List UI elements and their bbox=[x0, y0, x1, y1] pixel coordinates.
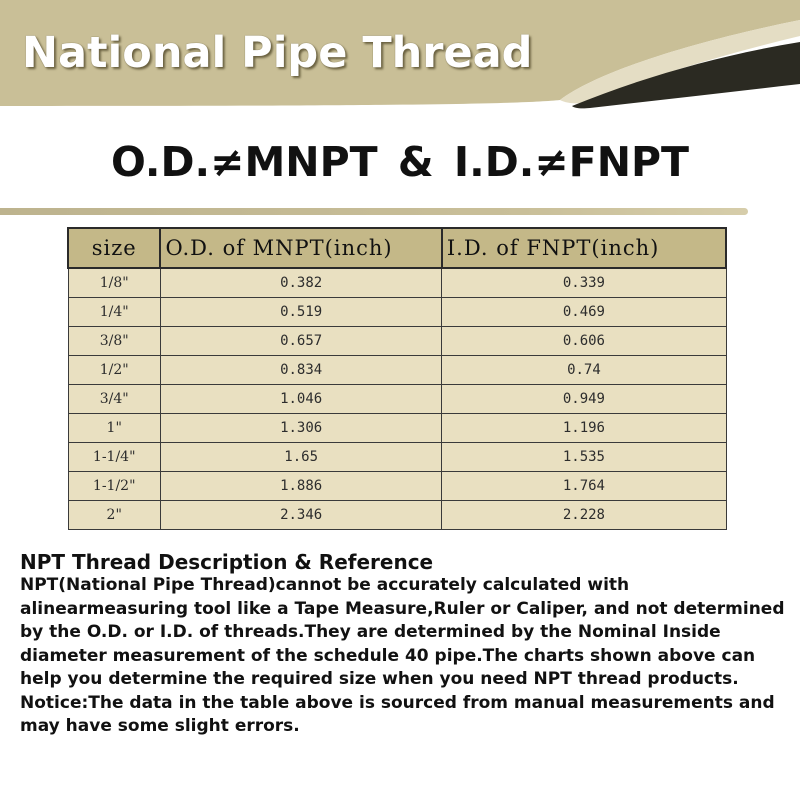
description-body: NPT(National Pipe Thread)cannot be accurately calculated with alinearmeasuring tool like a Tape Measure,Ruler or Caliper, and not determined by the O.D. or I.D. of threads.They are determined by the Nominal Inside diameter measurement of the schedule 40 pipe.The charts shown above can help you determine the required size when you need NPT thread products. bbox=[20, 575, 785, 689]
cell-od: 0.834 bbox=[160, 356, 441, 385]
npt-size-table-container bbox=[67, 227, 727, 530]
table-row bbox=[68, 356, 726, 385]
cell-id: 1.196 bbox=[442, 414, 726, 443]
cell-id: 0.74 bbox=[442, 356, 726, 385]
table-row bbox=[68, 298, 726, 327]
cell-od: 1.65 bbox=[160, 443, 441, 472]
table-row bbox=[68, 414, 726, 443]
cell-od: 0.519 bbox=[160, 298, 441, 327]
cell-id: 1.535 bbox=[442, 443, 726, 472]
cell-size: 1-1/2" bbox=[68, 472, 160, 501]
page-title: National Pipe Thread bbox=[22, 28, 533, 78]
cell-size: 3/4" bbox=[68, 385, 160, 414]
divider-bar bbox=[0, 208, 748, 215]
cell-id: 0.469 bbox=[442, 298, 726, 327]
column-header-od-mnpt: O.D. of MNPT(inch) bbox=[160, 228, 441, 268]
cell-id: 0.339 bbox=[442, 268, 726, 298]
cell-size: 1-1/4" bbox=[68, 443, 160, 472]
subtitle-od-id-note: O.D.≠MNPT & I.D.≠FNPT bbox=[110, 138, 690, 186]
cell-size: 1" bbox=[68, 414, 160, 443]
table-row bbox=[68, 327, 726, 356]
cell-od: 2.346 bbox=[160, 501, 441, 530]
notice-text: Notice:The data in the table above is sourced from manual measurements and may have some slight errors. bbox=[20, 692, 775, 736]
description-section bbox=[20, 550, 790, 739]
cell-size: 3/8" bbox=[68, 327, 160, 356]
description-heading: NPT Thread Description & Reference bbox=[20, 550, 434, 574]
cell-od: 1.886 bbox=[160, 472, 441, 501]
table-row bbox=[68, 443, 726, 472]
table-row bbox=[68, 472, 726, 501]
cell-od: 0.382 bbox=[160, 268, 441, 298]
cell-size: 1/8" bbox=[68, 268, 160, 298]
cell-id: 0.606 bbox=[442, 327, 726, 356]
cell-size: 2" bbox=[68, 501, 160, 530]
npt-size-table bbox=[67, 227, 727, 530]
column-header-id-fnpt: I.D. of FNPT(inch) bbox=[442, 228, 726, 268]
table-row bbox=[68, 501, 726, 530]
column-header-size: size bbox=[68, 228, 160, 268]
cell-id: 2.228 bbox=[442, 501, 726, 530]
cell-size: 1/2" bbox=[68, 356, 160, 385]
cell-od: 0.657 bbox=[160, 327, 441, 356]
cell-id: 0.949 bbox=[442, 385, 726, 414]
cell-id: 1.764 bbox=[442, 472, 726, 501]
cell-size: 1/4" bbox=[68, 298, 160, 327]
cell-od: 1.306 bbox=[160, 414, 441, 443]
table-row bbox=[68, 268, 726, 298]
table-header-row bbox=[68, 228, 726, 268]
table-row bbox=[68, 385, 726, 414]
cell-od: 1.046 bbox=[160, 385, 441, 414]
